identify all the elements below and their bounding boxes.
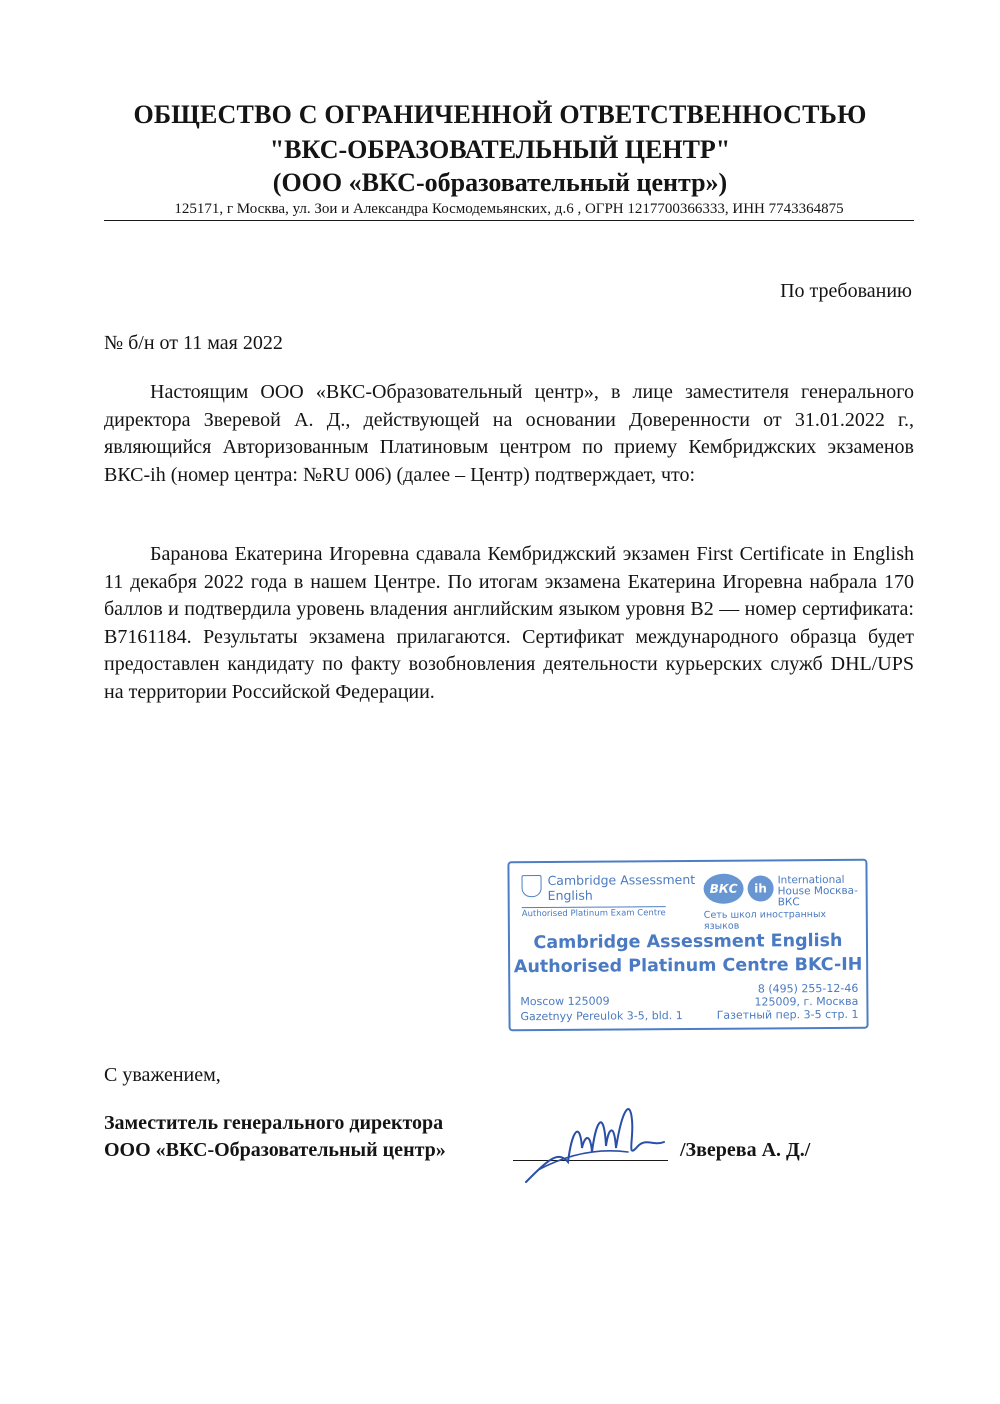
body-paragraph-exam: Баранова Екатерина Игоревна сдавала Кембриджский экзамен First Certificate in English 11 декабря 2022 года в нашем Центре. По итогам экзамена Екатерина Игоревна набрала 170 баллов и подтвердила уровень владения английским языком уровня B2 — номер сертификата: B7161184. Результаты экзамена прилагаются. Сертификат международного образца будет предоставлен кандидату по факту возобновления деятельности курьерских служб DHL/UPS на территории Российской Федерации. — [104, 543, 914, 703]
signer-organization: ООО «ВКС-Образовательный центр» — [104, 1139, 446, 1161]
header-address: 125171, г Москва, ул. Зои и Александра Космодемьянских, д.6 , ОГРН 1217700366333, ИНН 7743364875 — [104, 201, 914, 221]
request-note: По требованию — [780, 280, 912, 302]
stamp-cae-label: Cambridge Assessment English — [547, 871, 696, 903]
stamp-title-line1: Cambridge Assessment English — [533, 930, 843, 954]
cambridge-crest-icon — [522, 875, 542, 897]
ih-logo-icon: ih — [748, 875, 774, 901]
header-org-type: ОБЩЕСТВО С ОГРАНИЧЕННОЙ ОТВЕТСТВЕННОСТЬЮ — [133, 100, 867, 129]
stamp-authorised-label: Authorised Platinum Exam Centre — [521, 908, 666, 920]
closing-salutation: С уважением, — [104, 1064, 221, 1086]
stamp-address-ru-line2: Газетный пер. 3-5 стр. 1 — [716, 1007, 859, 1022]
organization-stamp — [507, 859, 868, 1032]
signer-name: /Зверева А. Д./ — [680, 1139, 811, 1161]
stamp-school-network-label: Сеть школ иностранных языков — [703, 909, 827, 932]
stamp-address-ru-line1: 125009, г. Москва — [754, 994, 859, 1009]
body-paragraph-intro: Настоящим ООО «ВКС-Образовательный центр», в лице заместителя генерального директора Зверевой А. Д., действующей на основании Доверенности от 31.01.2022 г., являющийся Авторизованным Платиновым центром по приему Кембриджских экзаменов ВКС-ih (номер центра: №RU 006) (далее – Центр) подтверждает, что: — [104, 381, 914, 486]
header-org-name: "ВКС-ОБРАЗОВАТЕЛЬНЫЙ ЦЕНТР" — [269, 135, 731, 164]
signer-position: Заместитель генерального директора — [104, 1112, 444, 1134]
handwritten-signature — [518, 1090, 668, 1200]
stamp-phone: 8 (495) 255-12-46 — [757, 981, 859, 996]
stamp-address-en-line1: Moscow 125009 — [520, 994, 610, 1009]
document-number: № б/н от 11 мая 2022 — [104, 332, 283, 354]
stamp-title-line2: Authorised Platinum Centre BKC-IH — [513, 954, 863, 978]
stamp-address-en-line2: Gazetnyy Pereulok 3-5, bld. 1 — [520, 1009, 683, 1024]
header-org-short-name: (ООО «ВКС-образовательный центр») — [272, 168, 728, 197]
stamp-ih-label: International House Москва-ВКС — [777, 873, 858, 909]
bkc-logo-icon: ВКС — [704, 874, 744, 904]
